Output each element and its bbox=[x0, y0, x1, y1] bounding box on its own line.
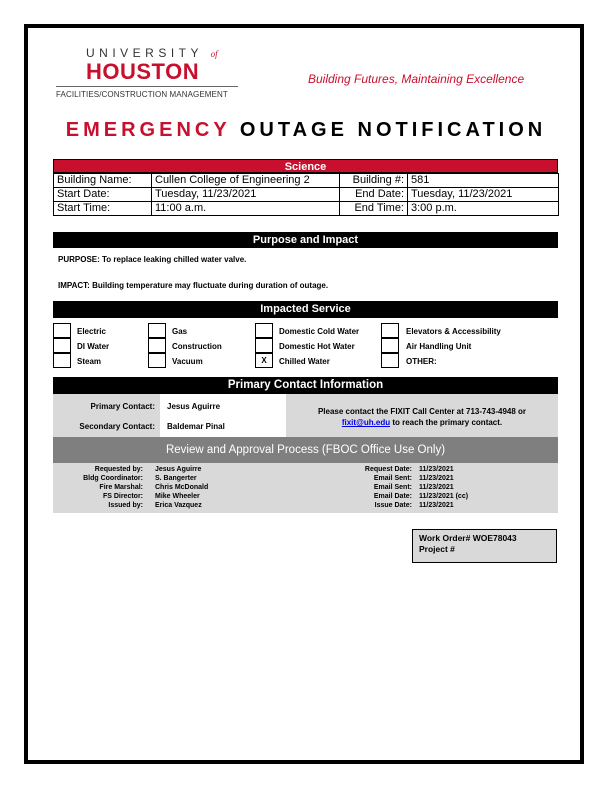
end-date-label: End Date: bbox=[340, 188, 408, 202]
contact-area bbox=[53, 394, 558, 437]
service-checkbox-domestic-hot-water[interactable] bbox=[255, 338, 273, 353]
logo-of-text: of bbox=[210, 49, 218, 59]
service-checkbox-steam[interactable] bbox=[53, 353, 71, 368]
logo-houston-text: HOUSTON bbox=[86, 59, 200, 84]
review-right-label: Issue Date: bbox=[374, 502, 412, 509]
review-right-value: 11/23/2021 bbox=[419, 475, 454, 482]
secondary-contact-label: Secondary Contact: bbox=[79, 422, 155, 431]
service-label-vacuum: Vacuum bbox=[172, 357, 203, 366]
impacted-service-grid bbox=[53, 319, 558, 372]
service-label-di-water: DI Water bbox=[77, 342, 110, 351]
contact-header-text: Primary Contact Information bbox=[227, 379, 384, 391]
start-time-value: 11:00 a.m. bbox=[152, 202, 340, 216]
service-checkbox-gas[interactable] bbox=[148, 323, 166, 338]
contact-note-line1: Please contact the FIXIT Call Center at 713-743-4948 or bbox=[317, 407, 527, 416]
review-left-value: Chris McDonald bbox=[155, 484, 209, 491]
end-time-value: 3:00 p.m. bbox=[408, 202, 559, 216]
work-order-box bbox=[412, 529, 557, 563]
review-left-value: Jesus Aguirre bbox=[155, 466, 202, 473]
primary-contact-value: Jesus Aguirre bbox=[167, 402, 221, 411]
building-name-value: Cullen College of Engineering 2 bbox=[152, 174, 340, 188]
service-label-domestic-cold-water: Domestic Cold Water bbox=[279, 327, 360, 336]
start-time-label: Start Time: bbox=[54, 202, 152, 216]
purpose-impact-header bbox=[53, 232, 558, 248]
fixit-email-link[interactable]: fixit@uh.edu bbox=[341, 418, 391, 427]
review-left-label: FS Director: bbox=[102, 493, 143, 500]
service-checkbox-other[interactable] bbox=[381, 353, 399, 368]
review-left-label: Issued by: bbox=[108, 502, 143, 509]
contact-header bbox=[53, 377, 558, 394]
service-label-other: OTHER: bbox=[406, 357, 437, 366]
review-left-value: Mike Wheeler bbox=[155, 493, 200, 500]
contact-note-line2 bbox=[286, 418, 558, 427]
tagline: Building Futures, Maintaining Excellence bbox=[308, 72, 525, 86]
service-label-steam: Steam bbox=[77, 357, 102, 366]
review-right-label: Request Date: bbox=[364, 466, 412, 473]
building-section-header bbox=[53, 159, 558, 173]
logo-divider bbox=[56, 86, 238, 87]
review-area bbox=[53, 463, 558, 513]
review-left-value: S. Bangerter bbox=[155, 475, 197, 482]
contact-note-line2-text: to reach the primary contact. bbox=[392, 418, 503, 427]
service-label-domestic-hot-water: Domestic Hot Water bbox=[279, 342, 355, 351]
review-header-text: Review and Approval Process (FBOC Office Use Only) bbox=[165, 444, 446, 456]
impact-text: IMPACT: Building temperature may fluctuate during duration of outage. bbox=[58, 281, 329, 290]
building-name-label: Building Name: bbox=[54, 174, 152, 188]
review-right-label: Email Sent: bbox=[373, 475, 412, 482]
review-left-value: Erica Vazquez bbox=[155, 502, 202, 509]
service-checkbox-domestic-cold-water[interactable] bbox=[255, 323, 273, 338]
review-header bbox=[53, 437, 558, 463]
review-left-label: Bldg Coordinator: bbox=[83, 475, 143, 482]
project-number: Project # bbox=[419, 544, 455, 554]
service-checkbox-chilled-water[interactable]: X bbox=[255, 353, 273, 368]
service-label-air-handling-unit: Air Handling Unit bbox=[406, 342, 472, 351]
review-right-label: Email Sent: bbox=[373, 484, 412, 491]
building-number-label: Building #: bbox=[340, 174, 408, 188]
service-checkbox-construction[interactable] bbox=[148, 338, 166, 353]
impacted-service-header bbox=[53, 301, 558, 318]
primary-contact-label: Primary Contact: bbox=[90, 402, 155, 411]
university-logo bbox=[56, 46, 256, 99]
service-checkbox-di-water[interactable] bbox=[53, 338, 71, 353]
review-right-value: 11/23/2021 bbox=[419, 502, 454, 509]
page-title bbox=[0, 119, 612, 142]
service-label-elevators: Elevators & Accessibility bbox=[406, 327, 501, 336]
end-date-value: Tuesday, 11/23/2021 bbox=[408, 188, 559, 202]
building-name-header: Science bbox=[284, 161, 327, 173]
building-info-table bbox=[53, 173, 559, 216]
review-left-label: Fire Marshal: bbox=[99, 484, 143, 491]
review-right-value: 11/23/2021 (cc) bbox=[419, 493, 469, 500]
service-checkbox-vacuum[interactable] bbox=[148, 353, 166, 368]
review-right-label: Email Date: bbox=[373, 493, 412, 500]
review-right-value: 11/23/2021 bbox=[419, 484, 454, 491]
logo-subtitle: FACILITIES/CONSTRUCTION MANAGEMENT bbox=[56, 90, 228, 99]
purpose-text: PURPOSE: To replace leaking chilled water valve. bbox=[58, 255, 247, 264]
start-date-value: Tuesday, 11/23/2021 bbox=[152, 188, 340, 202]
service-label-gas: Gas bbox=[172, 327, 188, 336]
end-time-label: End Time: bbox=[340, 202, 408, 216]
service-checkbox-electric[interactable] bbox=[53, 323, 71, 338]
title-rest: OUTAGE NOTIFICATION bbox=[239, 119, 547, 141]
service-checkbox-air-handling-unit[interactable] bbox=[381, 338, 399, 353]
service-label-construction: Construction bbox=[172, 342, 222, 351]
service-label-chilled-water: Chilled Water bbox=[279, 357, 330, 366]
purpose-impact-header-text: Purpose and Impact bbox=[252, 234, 359, 246]
work-order-number: Work Order# WOE78043 bbox=[419, 533, 517, 543]
logo-university-text: UNIVERSITY bbox=[86, 46, 203, 60]
title-emergency: EMERGENCY bbox=[65, 119, 231, 141]
building-number-value: 581 bbox=[408, 174, 559, 188]
service-label-electric: Electric bbox=[77, 327, 106, 336]
service-checkbox-elevators[interactable] bbox=[381, 323, 399, 338]
start-date-label: Start Date: bbox=[54, 188, 152, 202]
review-left-label: Requested by: bbox=[94, 466, 143, 473]
secondary-contact-value: Baldemar Pinal bbox=[167, 422, 225, 431]
review-right-value: 11/23/2021 bbox=[419, 466, 454, 473]
impacted-service-header-text: Impacted Service bbox=[260, 303, 351, 315]
